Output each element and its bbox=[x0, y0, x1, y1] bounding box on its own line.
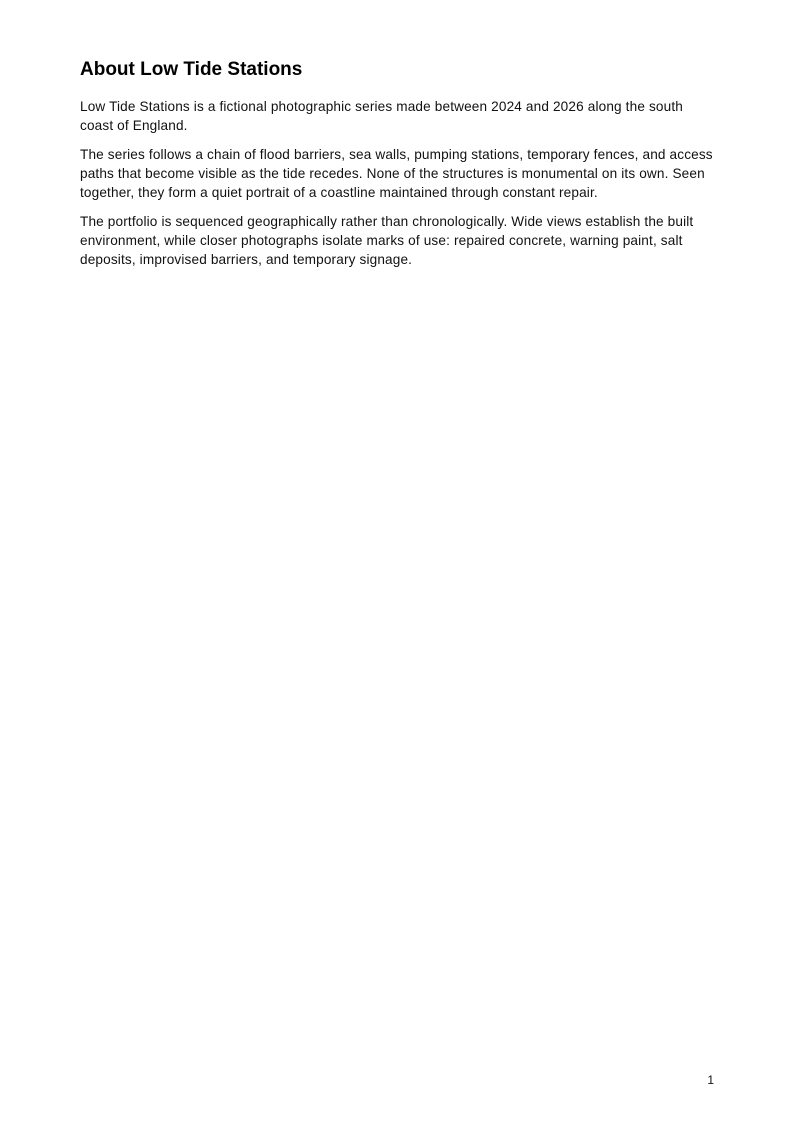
intro-paragraph: Low Tide Stations is a fictional photographic series made between 2024 and 2026 along the south coast of England. bbox=[80, 99, 683, 133]
page-content bbox=[80, 57, 714, 279]
portfolio-sequencing-paragraph: The portfolio is sequenced geographically rather than chronologically. Wide views establish the built environment, while closer photographs isolate marks of use: repaired concrete, warning paint, salt deposits, improvised barriers, and temporary signage. bbox=[80, 214, 694, 267]
page-title: About Low Tide Stations bbox=[80, 59, 303, 80]
series-description-paragraph: The series follows a chain of flood barriers, sea walls, pumping stations, temporary fences, and access paths that become visible as the tide recedes. None of the structures is monumental on its own. Seen together, they form a quiet portrait of a coastline maintained through constant repair. bbox=[80, 147, 713, 200]
page-number: 1 bbox=[707, 1073, 714, 1087]
